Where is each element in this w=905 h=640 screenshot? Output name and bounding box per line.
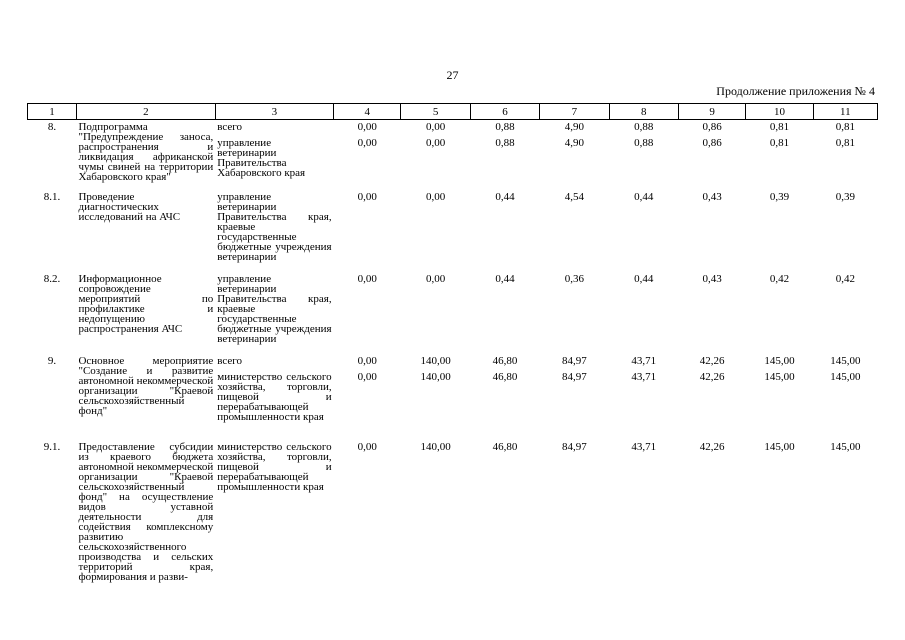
table-row — [28, 354, 878, 440]
value-cell — [334, 120, 401, 190]
value-cell — [678, 440, 745, 610]
value-cell — [609, 190, 678, 272]
value-cell — [334, 440, 401, 610]
executor-text: управление ветеринарии Правительства края, краевые государственные бюджетные учреждения ветеринарии — [217, 272, 332, 345]
value-text: 0,00 — [426, 121, 446, 133]
value-text: 0,00 — [426, 137, 446, 149]
value-text: 0,00 — [357, 354, 377, 367]
value-text: 42,26 — [699, 370, 725, 383]
header-cell: 9 — [678, 104, 745, 120]
executor-text: министерство сельского хозяйства, торговли, пищевой и перерабатывающей промышленности края — [217, 370, 332, 423]
value-cell — [609, 272, 678, 354]
value-cell — [813, 354, 877, 440]
value-text: 0,00 — [357, 440, 377, 453]
value-text: 0,81 — [835, 121, 855, 133]
value-text: 145,00 — [830, 354, 861, 367]
executor-cell — [215, 272, 333, 354]
value-text: 0,00 — [357, 190, 377, 203]
value-cell — [334, 354, 401, 440]
executor-cell — [215, 190, 333, 272]
value-cell — [609, 354, 678, 440]
value-text: 145,00 — [764, 354, 795, 367]
executor-text: управление ветеринарии Правительства края, краевые государственные бюджетные учреждения ветеринарии — [217, 190, 332, 263]
row-number: 8. — [47, 121, 57, 133]
table-row — [28, 120, 878, 190]
value-text: 0,00 — [426, 272, 446, 285]
value-text: 0,43 — [702, 272, 722, 285]
executor-text: управление ветеринарии Правительства Хабаровского края — [217, 137, 306, 179]
value-cell — [334, 190, 401, 272]
value-text: 0,36 — [564, 272, 584, 285]
value-text: 0,81 — [769, 121, 790, 133]
value-text: 4,54 — [564, 190, 584, 203]
value-text: 0,81 — [769, 137, 790, 149]
program-name: Предоставление субсидии из краевого бюджета автономной некоммерческой организации "Краевой сельскохозяйственный фонд" на осуществление видов уставной деятельности для содействия комплексному развитию сельскохозяйственного производства и сельских территорий края, формирования и разви- — [78, 440, 214, 583]
value-text: 140,00 — [420, 440, 451, 453]
executor-text: всего — [217, 121, 243, 133]
value-cell — [609, 120, 678, 190]
value-text: 46,80 — [492, 354, 518, 367]
value-text: 0,00 — [357, 272, 377, 285]
value-cell — [813, 190, 877, 272]
header-cell: 2 — [76, 104, 215, 120]
value-text: 4,90 — [564, 137, 584, 149]
table-row — [28, 440, 878, 610]
value-text: 0,39 — [835, 190, 855, 203]
value-text: 0,00 — [357, 370, 377, 383]
value-text: 0,86 — [702, 137, 722, 149]
value-cell — [334, 272, 401, 354]
value-text: 0,00 — [426, 190, 446, 203]
value-cell — [470, 120, 539, 190]
value-cell — [678, 120, 745, 190]
value-text: 42,26 — [699, 440, 725, 453]
value-text: 145,00 — [830, 370, 861, 383]
value-text: 140,00 — [420, 354, 451, 367]
page-number: 27 — [446, 68, 459, 82]
value-text: 0,44 — [495, 190, 515, 203]
value-cell — [746, 190, 813, 272]
header-cell: 6 — [470, 104, 539, 120]
value-text: 84,97 — [562, 354, 587, 367]
value-cell — [813, 272, 877, 354]
value-text: 0,43 — [702, 190, 722, 203]
value-cell — [746, 354, 813, 440]
value-text: 0,00 — [357, 137, 377, 149]
value-text: 0,88 — [495, 137, 515, 149]
value-cell — [746, 120, 813, 190]
value-cell — [609, 440, 678, 610]
value-text: 0,44 — [634, 190, 654, 203]
value-cell — [813, 120, 877, 190]
value-text: 43,71 — [631, 440, 657, 453]
value-cell — [470, 354, 539, 440]
executor-cell — [215, 440, 333, 610]
header-cell: 1 — [28, 104, 77, 120]
header-cell: 10 — [746, 104, 813, 120]
value-cell — [678, 190, 745, 272]
value-text: 145,00 — [830, 440, 861, 453]
value-cell — [470, 190, 539, 272]
value-text: 145,00 — [764, 370, 795, 383]
header-cell: 7 — [540, 104, 609, 120]
value-text: 84,97 — [562, 440, 587, 453]
value-cell — [401, 440, 470, 610]
value-text: 0,81 — [835, 137, 855, 149]
value-cell — [470, 440, 539, 610]
row-number: 9. — [47, 354, 57, 367]
value-cell — [678, 354, 745, 440]
value-text: 43,71 — [631, 354, 657, 367]
value-cell — [401, 120, 470, 190]
value-cell — [678, 272, 745, 354]
header-cell: 5 — [401, 104, 470, 120]
value-text: 0,88 — [634, 121, 654, 133]
value-text: 0,44 — [634, 272, 654, 285]
table-row — [28, 272, 878, 354]
value-text: 0,42 — [835, 272, 855, 285]
value-text: 0,39 — [769, 190, 790, 203]
value-text: 0,88 — [634, 137, 654, 149]
executor-text: министерство сельского хозяйства, торговли, пищевой и перерабатывающей промышленности края — [217, 440, 332, 493]
value-text: 0,44 — [495, 272, 515, 285]
row-number: 9.1. — [43, 440, 61, 453]
value-text: 42,26 — [699, 354, 725, 367]
value-cell — [540, 120, 609, 190]
value-cell — [470, 272, 539, 354]
value-cell — [746, 272, 813, 354]
row-number: 8.1. — [43, 190, 61, 203]
header-cell: 11 — [813, 104, 877, 120]
value-cell — [401, 190, 470, 272]
value-text: 46,80 — [492, 440, 518, 453]
executor-text: всего — [217, 354, 243, 367]
continuation-label: Продолжение приложения № 4 — [716, 84, 875, 98]
program-name: Проведение диагностических исследований на АЧС — [78, 190, 181, 223]
value-text: 0,86 — [702, 121, 722, 133]
value-cell — [540, 190, 609, 272]
value-text: 4,90 — [564, 121, 584, 133]
header-row — [28, 104, 878, 120]
value-text: 0,42 — [769, 272, 790, 285]
value-text: 0,88 — [495, 121, 515, 133]
value-text: 145,00 — [764, 440, 795, 453]
value-cell — [813, 440, 877, 610]
value-text: 43,71 — [631, 370, 657, 383]
value-cell — [540, 440, 609, 610]
program-name: Подпрограмма "Предупреждение заноса, распространения и ликвидация африканской чумы свиней на территории Хабаровского края" — [78, 121, 214, 183]
row-number: 8.2. — [43, 272, 61, 285]
value-cell — [540, 272, 609, 354]
value-text: 84,97 — [562, 370, 587, 383]
executor-cell — [215, 354, 333, 440]
value-text: 140,00 — [420, 370, 451, 383]
executor-cell — [215, 120, 333, 190]
program-name: Информационное сопровождение мероприятий по профилактике и недопущению распространения АЧС — [78, 272, 214, 335]
value-text: 0,00 — [357, 121, 377, 133]
value-cell — [540, 354, 609, 440]
value-cell — [401, 272, 470, 354]
budget-table — [27, 103, 878, 610]
header-cell: 3 — [215, 104, 333, 120]
value-text: 46,80 — [492, 370, 518, 383]
header-cell: 4 — [334, 104, 401, 120]
value-cell — [401, 354, 470, 440]
program-name: Основное мероприятие "Создание и развитие автономной некоммерческой организации "Краевой сельскохозяйственный фонд" — [78, 354, 214, 417]
value-cell — [746, 440, 813, 610]
header-cell: 8 — [609, 104, 678, 120]
table-row — [28, 190, 878, 272]
